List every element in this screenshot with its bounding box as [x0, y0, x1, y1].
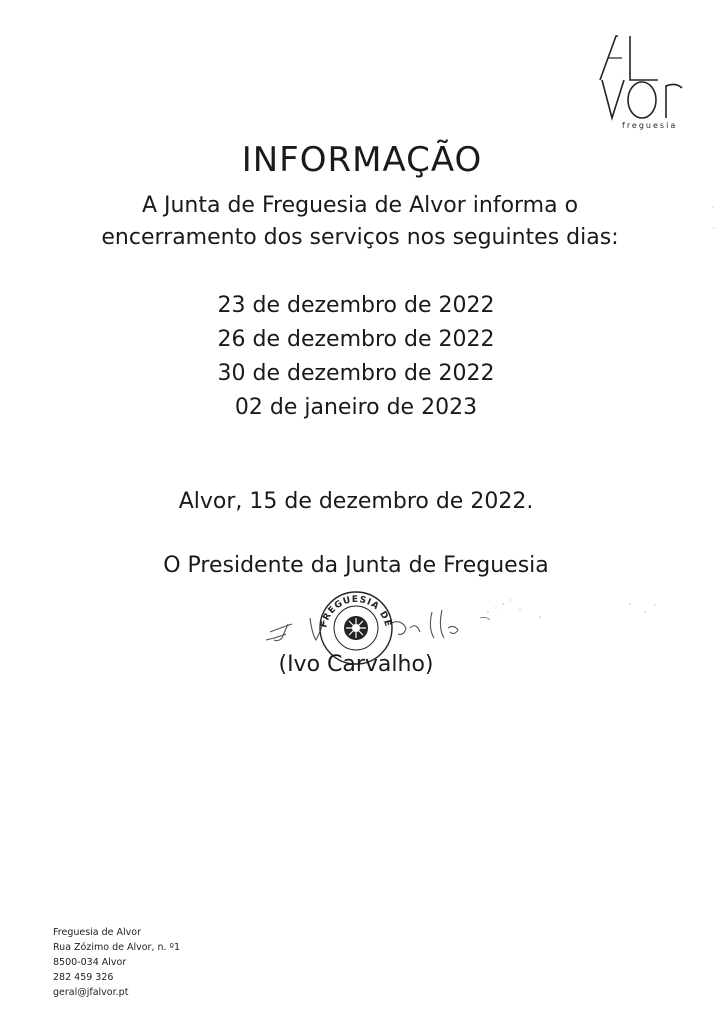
intro-line-2: encerramento dos serviços nos seguintes dias: [101, 225, 619, 250]
signatory-name: (Ivo Carvalho) [278, 652, 434, 677]
stamp-text: FREGUESIA DE [319, 594, 393, 629]
closure-date: 30 de dezembro de 2022 [217, 361, 495, 386]
footer-email: geral@jfalvor.pt [53, 987, 129, 998]
footer-phone: 282 459 326 [53, 972, 114, 983]
place-date: Alvor, 15 de dezembro de 2022. [178, 489, 534, 514]
footer-postal: 8500-034 Alvor [53, 957, 127, 968]
closure-date: 26 de dezembro de 2022 [217, 327, 495, 352]
page-title: INFORMAÇÃO [241, 140, 483, 180]
signatory-role: O Presidente da Junta de Freguesia [163, 553, 549, 578]
closure-date: 02 de janeiro de 2023 [234, 395, 478, 420]
footer-street: Rua Zózimo de Alvor, n. º1 [53, 942, 181, 953]
footer-org: Freguesia de Alvor [53, 927, 142, 938]
intro-line-1: A Junta de Freguesia de Alvor informa o [141, 193, 579, 218]
logo-subtitle: freguesia [622, 121, 678, 130]
closure-date: 23 de dezembro de 2022 [217, 293, 495, 318]
contact-footer [53, 925, 180, 1000]
